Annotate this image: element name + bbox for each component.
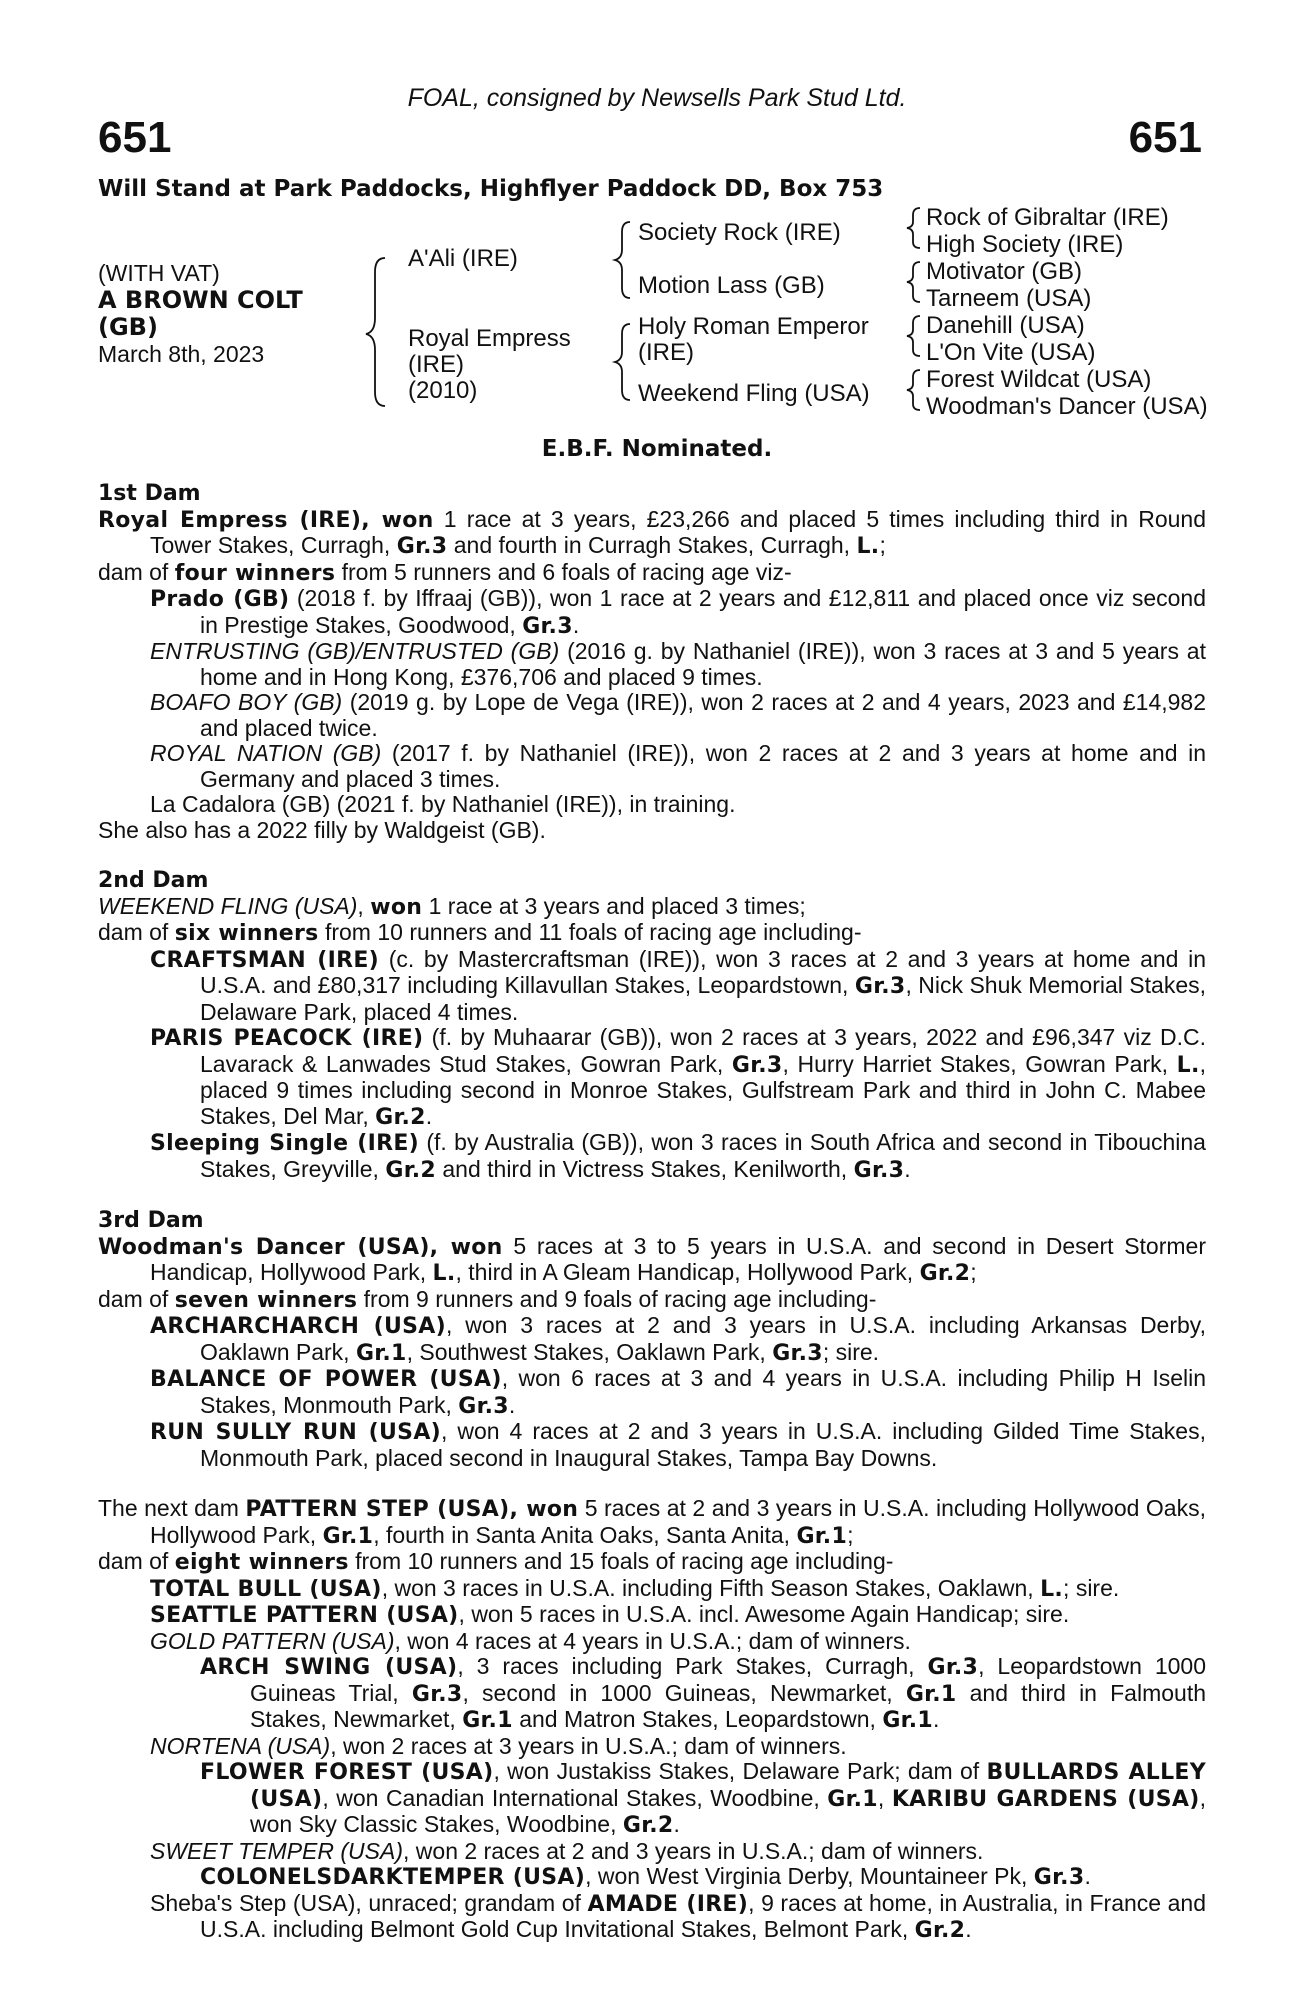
ebf-nomination: E.B.F. Nominated. xyxy=(541,436,773,462)
brace-gen3-1 xyxy=(907,208,920,248)
text: 5 races at 3 to 5 years in U.S.A. and second in Desert Stormer Handicap, Hollywood Park, xyxy=(150,1232,1206,1285)
text: (2016 g. by Nathaniel (IRE)), won 3 races at 3 and 5 years at home and in Hong Kong, £376,706 and placed 9 times. xyxy=(200,638,1206,690)
grade: Gr.1 xyxy=(905,1681,957,1707)
text: 5 races at 2 and 3 years in U.S.A. including Hollywood Oaks, Hollywood Park, xyxy=(150,1495,1206,1548)
text: dam of xyxy=(98,1285,175,1312)
text: , second in 1000 Guineas, Newmarket, xyxy=(462,1679,906,1706)
produce-run-sully-run xyxy=(98,1419,1206,1471)
third-dam-heading: 3rd Dam xyxy=(98,1208,204,1233)
brace-gen3-4 xyxy=(907,370,920,410)
grade: Gr.1 xyxy=(355,1340,407,1366)
text: (f. by Australia (GB)), won 3 races in South Africa and second in Tibouchina Stakes, Greyville, xyxy=(200,1129,1206,1182)
produce-archarcharch xyxy=(98,1313,1206,1366)
text: . xyxy=(673,1811,680,1837)
text: ; xyxy=(847,1521,854,1548)
text: ; xyxy=(879,532,886,558)
produce-note: She also has a 2022 filly by Waldgeist (GB). xyxy=(98,816,546,843)
grade: Gr.2 xyxy=(385,1157,436,1183)
text: , won 3 races in U.S.A. including Fifth Season Stakes, Oaklawn, xyxy=(381,1574,1041,1601)
produce-la-cadalora: La Cadalora (GB) (2021 f. by Nathaniel (IRE)), in training. xyxy=(150,791,736,817)
grade: Gr.3 xyxy=(411,1681,463,1707)
grade: Gr.3 xyxy=(772,1340,823,1366)
text: dam of xyxy=(98,919,175,945)
grade: Gr.3 xyxy=(731,1052,783,1078)
produce-colonelsdarktemper xyxy=(98,1864,1206,1891)
text: , won 2 races at 2 and 3 years in U.S.A.; dam of winners. xyxy=(403,1837,984,1864)
text: Sheba's Step (USA), unraced; grandam of xyxy=(150,1889,588,1916)
produce-entrusting xyxy=(98,639,1206,690)
produce-gold-pattern xyxy=(98,1629,1206,1655)
horse-name: BALANCE OF POWER (USA) xyxy=(150,1367,502,1392)
catalogue-body xyxy=(98,481,1206,1944)
vat-label: (WITH VAT) xyxy=(98,260,220,286)
text: , 9 races at home, in Australia, in France and U.S.A. including Belmont Gold Cup Invitational Stakes, Belmont Park, xyxy=(200,1889,1206,1942)
grade: Gr.3 xyxy=(853,1157,905,1183)
produce-total-bull xyxy=(98,1576,1206,1603)
horse-name: KARIBU GARDENS (USA) xyxy=(891,1786,1200,1812)
produce-paris-peacock xyxy=(98,1025,1206,1130)
dam-dam-dam: Woodman's Dancer (USA) xyxy=(926,393,1208,420)
text: . xyxy=(932,1706,940,1732)
text: dam of xyxy=(98,1548,175,1574)
grade: Gr.1 xyxy=(462,1708,513,1733)
second-dam-heading: 2nd Dam xyxy=(98,868,209,893)
text: The next dam xyxy=(98,1495,246,1521)
next-dam-produce-summary xyxy=(98,1549,1206,1576)
dam-sire xyxy=(638,314,869,366)
sire-dam-sire: Motivator (GB) xyxy=(926,258,1083,285)
grade: Gr.3 xyxy=(396,534,448,559)
grade: Gr.1 xyxy=(827,1786,878,1812)
third-dam-produce-summary xyxy=(98,1287,1206,1314)
sire-sire: Society Rock (IRE) xyxy=(638,219,841,246)
horse-name: NORTENA (USA) xyxy=(150,1732,331,1759)
first-dam-name: Royal Empress (IRE), won xyxy=(98,507,434,533)
produce-seattle-pattern xyxy=(98,1602,1206,1629)
text: , 3 races including Park Stakes, Curragh, xyxy=(457,1653,928,1679)
brace-gen2-dam xyxy=(615,324,630,400)
dam-sire-name: Holy Roman Emperor xyxy=(638,313,869,340)
horse-name: SEATTLE PATTERN (USA) xyxy=(150,1603,459,1628)
horse-name-origin: (GB) xyxy=(98,313,158,341)
text: , won 4 races at 4 years in U.S.A.; dam of winners. xyxy=(394,1627,911,1654)
horse-name: Prado (GB) xyxy=(150,587,290,612)
produce-craftsman xyxy=(98,947,1206,1026)
listed: L. xyxy=(1040,1576,1064,1602)
horse-name: FLOWER FOREST (USA) xyxy=(200,1760,494,1785)
grade: Gr.3 xyxy=(927,1655,979,1680)
horse-name: AMADE (IRE) xyxy=(587,1891,749,1917)
text: , won 5 races in U.S.A. incl. Awesome Again Handicap; sire. xyxy=(458,1601,1070,1627)
horse-name: BULLARDS ALLEY (USA) xyxy=(250,1760,1206,1812)
produce-sweet-temper xyxy=(98,1839,1206,1865)
text: (c. by Mastercraftsman (IRE)), won 3 races at 2 and 3 years at home and in U.S.A. and £80,317 including Killavullan Stakes, Leopardstown, xyxy=(200,945,1207,998)
text: and Matron Stakes, Leopardstown, xyxy=(512,1706,883,1732)
horse-name: ARCHARCHARCH (USA) xyxy=(150,1314,446,1339)
horse-name: BOAFO BOY (GB) xyxy=(150,689,343,715)
winner-count: six winners xyxy=(174,921,319,946)
first-dam-heading: 1st Dam xyxy=(98,481,201,506)
sire-sire-sire: Rock of Gibraltar (IRE) xyxy=(926,204,1169,231)
second-dam-entry: WEEKEND FLING (USA), won 1 race at 3 years and placed 3 times; xyxy=(98,892,806,920)
listed: L. xyxy=(1176,1052,1200,1078)
text: (2017 f. by Nathaniel (IRE)), won 2 races at 2 and 3 years at home and in Germany and placed 3 times. xyxy=(200,740,1206,792)
consignor-line: FOAL, consigned by Newsells Park Stud Ltd. xyxy=(407,84,907,112)
text: 1 race at 3 years, £23,266 and placed 5 times including third in Round Tower Stakes, Curragh, xyxy=(150,505,1207,558)
text: , won 3 races at 2 and 3 years in U.S.A. including Arkansas Derby, Oaklawn Park, xyxy=(200,1312,1206,1365)
horse-name: PARIS PEACOCK (IRE) xyxy=(150,1026,424,1051)
horse-name: Sleeping Single (IRE) xyxy=(150,1131,419,1156)
horse-name: RUN SULLY RUN (USA) xyxy=(150,1420,441,1445)
text: , won Sky Classic Stakes, Woodbine, xyxy=(250,1784,1206,1837)
next-dam-entry xyxy=(98,1496,1206,1549)
text: , won 6 races at 3 and 4 years in U.S.A. including Philip H Iselin Stakes, Monmouth Park, xyxy=(200,1365,1207,1418)
first-dam-produce-summary xyxy=(98,560,1206,587)
sire-dam: Motion Lass (GB) xyxy=(638,272,825,299)
brace-gen1 xyxy=(366,258,385,406)
text: , Nick Shuk Memorial Stakes, Delaware Park, placed 4 times. xyxy=(200,972,1206,1025)
horse-name: SWEET TEMPER (USA) xyxy=(150,1837,404,1864)
text: , Hurry Harriet Stakes, Gowran Park, xyxy=(782,1050,1177,1077)
grade: Gr.3 xyxy=(1033,1865,1085,1890)
text: and fourth in Curragh Stakes, Curragh, xyxy=(447,532,857,558)
grade: Gr.2 xyxy=(622,1813,674,1838)
text: (2019 g. by Lope de Vega (IRE)), won 2 races at 2 and 4 years, 2023 and £14,982 and placed twice. xyxy=(200,689,1207,741)
text: ; xyxy=(970,1259,977,1285)
dam-origin: (IRE) xyxy=(408,351,464,378)
dam-sire-dam: L'On Vite (USA) xyxy=(926,339,1096,366)
text: , third in A Gleam Handicap, Hollywood Park, xyxy=(455,1259,920,1285)
winner-count: four winners xyxy=(174,560,336,586)
text: , Leopardstown 1000 Guineas Trial, xyxy=(250,1653,1206,1706)
sire: A'Ali (IRE) xyxy=(408,245,518,272)
text: and third in Falmouth Stakes, Newmarket, xyxy=(250,1679,1207,1732)
horse-name: ROYAL NATION (GB) xyxy=(150,740,382,766)
horse-name: TOTAL BULL (USA) xyxy=(150,1576,382,1602)
grade: Gr.2 xyxy=(375,1104,426,1130)
produce-boafo-boy xyxy=(98,690,1206,741)
dam-name: Royal Empress xyxy=(408,325,571,352)
dam-year: (2010) xyxy=(408,377,478,404)
horse-name: CRAFTSMAN (IRE) xyxy=(150,947,380,973)
won: won xyxy=(370,894,423,920)
text: , xyxy=(877,1784,892,1811)
text: . xyxy=(508,1391,516,1418)
text: from 9 runners and 9 foals of racing age including- xyxy=(357,1285,877,1312)
brace-gen3-2 xyxy=(907,262,920,302)
sire-sire-dam: High Society (IRE) xyxy=(926,231,1124,258)
text: , won 4 races at 2 and 3 years in U.S.A. including Gilded Time Stakes, Monmouth Park, placed second in Inaugural Stakes, Tampa Bay Downs. xyxy=(200,1418,1206,1471)
winner-count: seven winners xyxy=(174,1287,358,1313)
grade: Gr.1 xyxy=(882,1708,933,1733)
produce-flower-forest xyxy=(98,1759,1206,1839)
text: (f. by Muhaarar (GB)), won 2 races at 3 years, 2022 and £96,347 viz D.C. Lavarack & Lanwades Stud Stakes, Gowran Park, xyxy=(200,1024,1206,1077)
text: . xyxy=(572,611,580,638)
text: . xyxy=(904,1155,911,1182)
horse-name: COLONELSDARKTEMPER (USA) xyxy=(200,1865,586,1890)
listed: L. xyxy=(432,1261,456,1286)
grade: Gr.3 xyxy=(458,1393,509,1419)
text: and third in Victress Stakes, Kenilworth, xyxy=(435,1155,854,1182)
text: from 5 runners and 6 foals of racing age viz- xyxy=(335,558,792,585)
text: dam of xyxy=(98,558,175,585)
horse-name: Woodman's Dancer (USA), won xyxy=(98,1234,503,1260)
text: . xyxy=(425,1102,433,1129)
text: . xyxy=(1084,1863,1091,1889)
text: , won Justakiss Stakes, Delaware Park; dam of xyxy=(493,1758,987,1784)
grade: Gr.1 xyxy=(322,1523,374,1549)
grade: Gr.2 xyxy=(914,1918,966,1943)
dam-dam: Weekend Fling (USA) xyxy=(638,380,870,407)
brace-gen2-sire xyxy=(615,222,630,298)
horse-name: WEEKEND FLING (USA) xyxy=(98,892,358,919)
text: 1 race at 3 years and placed 3 times; xyxy=(422,892,806,919)
stand-location: Will Stand at Park Paddocks, Highflyer Paddock DD, Box 753 xyxy=(98,176,884,202)
horse-name: PATTERN STEP (USA), won xyxy=(245,1497,579,1522)
text: , won Canadian International Stakes, Woodbine, xyxy=(322,1784,828,1811)
dam xyxy=(408,326,571,404)
produce-arch-swing xyxy=(98,1654,1206,1734)
dam-sire-sire: Danehill (USA) xyxy=(926,312,1085,339)
produce-prado xyxy=(98,586,1206,639)
produce-shebas-step xyxy=(98,1891,1206,1944)
horse-name: ARCH SWING (USA) xyxy=(200,1655,458,1680)
produce-nortena xyxy=(98,1734,1206,1760)
lot-number-left: 651 xyxy=(98,113,172,162)
produce-royal-nation xyxy=(98,741,1206,792)
horse-name: GOLD PATTERN (USA) xyxy=(150,1627,395,1654)
horse-name: ENTRUSTING (GB)/ENTRUSTED (GB) xyxy=(150,638,560,664)
grade: Gr.1 xyxy=(796,1523,848,1549)
text: , won 2 races at 3 years in U.S.A.; dam of winners. xyxy=(330,1732,847,1759)
text: (2018 f. by Iffraaj (GB)), won 1 race at 2 years and £12,811 and placed once viz second in Prestige Stakes, Goodwood, xyxy=(200,585,1206,638)
produce-balance-of-power xyxy=(98,1366,1206,1419)
text: , won West Virginia Derby, Mountaineer Pk, xyxy=(585,1863,1034,1889)
text: , fourth in Santa Anita Oaks, Santa Anita, xyxy=(373,1521,797,1548)
grade: Gr.2 xyxy=(919,1261,971,1286)
text: ; sire. xyxy=(822,1338,880,1365)
produce-sleeping-single xyxy=(98,1130,1206,1183)
sire-dam-dam: Tarneem (USA) xyxy=(926,285,1092,312)
lot-number-right: 651 xyxy=(1128,113,1202,162)
winner-count: eight winners xyxy=(174,1550,349,1575)
horse-name: A BROWN COLT xyxy=(98,286,303,314)
text: , Southwest Stakes, Oaklawn Park, xyxy=(406,1338,773,1365)
text: . xyxy=(965,1916,972,1942)
second-dam-produce-summary xyxy=(98,920,1206,947)
text: , placed 9 times including second in Monroe Stakes, Gulfstream Park and third in John C. Mabee Stakes, Del Mar, xyxy=(200,1050,1206,1129)
brace-gen3-3 xyxy=(907,316,920,356)
text: from 10 runners and 15 foals of racing age including- xyxy=(348,1548,894,1574)
grade: Gr.3 xyxy=(522,613,573,639)
text: ; sire. xyxy=(1063,1574,1120,1601)
dam-sire-origin: (IRE) xyxy=(638,339,694,366)
text: from 10 runners and 11 foals of racing age including- xyxy=(318,919,862,945)
grade: Gr.3 xyxy=(854,974,906,999)
dam-dam-sire: Forest Wildcat (USA) xyxy=(926,366,1152,393)
foaling-date: March 8th, 2023 xyxy=(98,341,265,367)
third-dam-entry xyxy=(98,1234,1206,1287)
listed: L. xyxy=(856,534,880,559)
first-dam-entry xyxy=(98,507,1206,560)
